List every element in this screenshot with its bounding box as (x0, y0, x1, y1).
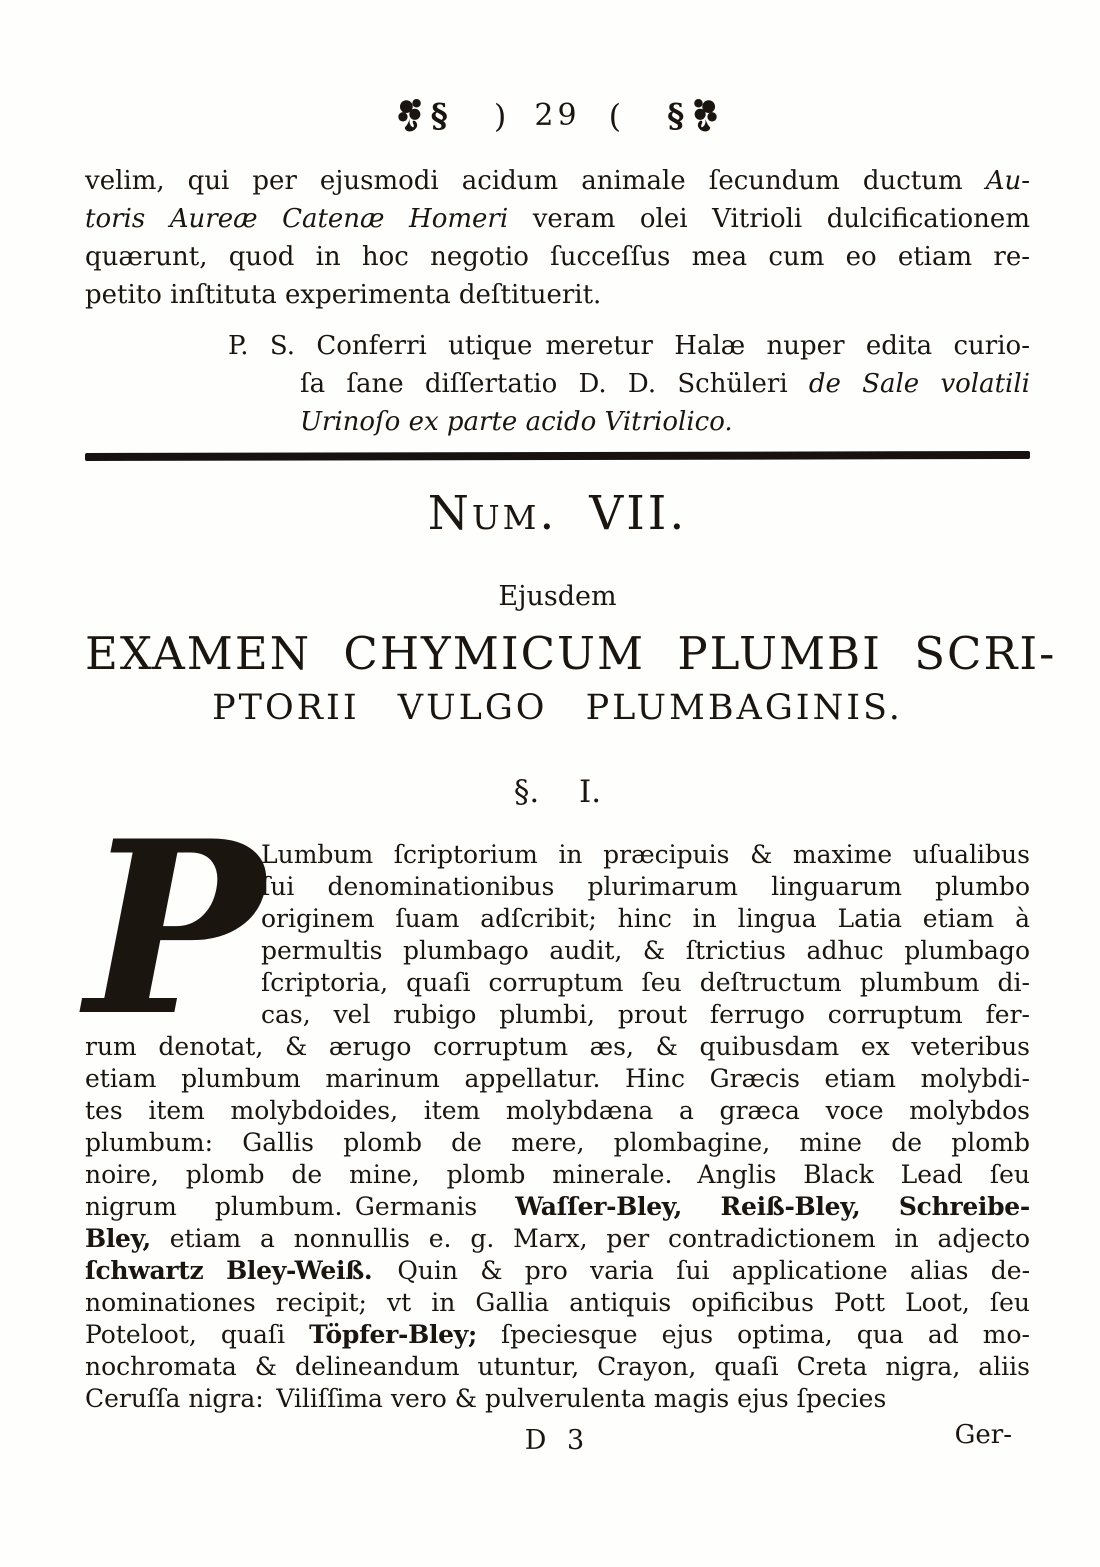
text-line: Lumbum ſcriptorium in præcipuis & maxime uſualibus (261, 840, 1030, 869)
text-segment: nigrum plumbum. Germanis (85, 1192, 516, 1221)
fleuron-right-icon (684, 96, 718, 135)
text-line (85, 162, 1030, 200)
main-paragraph (85, 790, 1031, 1415)
chapter-number-heading: Num. VII. (427, 486, 688, 541)
page-footer (85, 1420, 1030, 1459)
section-mark-right: § (667, 96, 685, 135)
intro-paragraph (85, 162, 1030, 314)
fleuron-left-icon (397, 96, 431, 135)
ejusdem-subheading: Ejusdem (498, 581, 617, 612)
text-line: P. S. Conferri utique meretur Halæ nuper edita curio- (228, 331, 1030, 361)
text-segment: Poteloot, quaſi (85, 1320, 310, 1349)
page-number: 29 (534, 98, 581, 133)
catchword: Ger- (954, 1420, 1012, 1450)
text-line: petito inſtituta experimenta deſtituerit. (85, 280, 602, 310)
running-head (85, 96, 1030, 148)
text-line (300, 365, 1030, 403)
text-line: nominationes recipit; vt in Gallia antiquis opificibus Pott Loot, ſeu (85, 1288, 1030, 1317)
text-line: etiam plumbum marinum appellatur. Hinc Græcis etiam molybdi- (85, 1064, 1030, 1093)
italic-text-segment: Au- (985, 166, 1030, 196)
close-paren: ( (608, 96, 622, 135)
text-line (85, 1223, 1030, 1255)
italic-text-segment: de Sale volatili (808, 369, 1030, 399)
fraktur-text-segment: ſchwartz Bley-Weiß. (85, 1256, 373, 1285)
signature-mark: D 3 (524, 1425, 591, 1456)
text-line (85, 1255, 1030, 1287)
fraktur-text-segment: Waſſer-Bley, Reiß-Bley, Schreibe- (515, 1192, 1030, 1221)
section-number-heading: §. I. (513, 774, 602, 810)
section-divider-rule (85, 451, 1030, 461)
open-paren: ) (493, 96, 507, 135)
drop-cap-initial: P (85, 790, 264, 1069)
text-line: originem ſuam adſcribit; hinc in lingua Latia etiam à (261, 904, 1030, 933)
text-block (85, 96, 1057, 1459)
text-segment: ſa ſane diſſertatio D. D. Schüleri (300, 369, 809, 399)
text-segment: veram olei Vitrioli dulcificationem (508, 204, 1030, 234)
text-line: tes item molybdoides, item molybdæna a græca voce molybdos (85, 1096, 1030, 1125)
text-line: ſcriptoria, quaſi corruptum ſeu deſtructum plumbum di- (261, 968, 1030, 997)
text-segment: Quin & pro varia ſui applicatione alias de- (372, 1256, 1031, 1285)
text-line: noire, plomb de mine, plomb minerale. Anglis Black Lead ſeu (85, 1160, 1030, 1189)
chapter-title-line2: PTORII VULGO PLUMBAGINIS. (212, 688, 903, 728)
fraktur-text-segment: Töpfer-Bley; (309, 1320, 477, 1349)
text-line: quærunt, quod in hoc negotio ſucceſſus mea cum eo etiam re- (85, 242, 1030, 272)
text-line: Ceruſſa nigra: Viliſſima vero & pulverulenta magis ejus ſpecies (85, 1384, 887, 1413)
text-line: plumbum: Gallis plomb de mere, plombagine, mine de plomb (85, 1128, 1030, 1157)
text-line (85, 1191, 1030, 1223)
italic-text-segment: toris Aureæ Catenæ Homeri (85, 204, 509, 234)
text-line: rum denotat, & ærugo corruptum æs, & quibusdam ex veteribus (85, 1032, 1030, 1061)
text-line: cas, vel rubigo plumbi, prout ferrugo corruptum fer- (261, 1000, 1030, 1029)
text-segment: velim, qui per ejusmodi acidum animale ſecundum ductum (85, 166, 986, 196)
chapter-title-line1: EXAMEN CHYMICUM PLUMBI SCRI- (85, 627, 1057, 680)
text-segment: etiam a nonnullis e. g. Marx, per contradictionem in adjecto (150, 1224, 1030, 1253)
text-line: nochromata & delineandum utuntur, Crayon, quaſi Creta nigra, aliis (85, 1352, 1030, 1381)
text-line: ſui denominationibus plurimarum linguarum plumbo (261, 872, 1030, 901)
fraktur-text-segment: Bley, (85, 1224, 151, 1253)
text-segment: ſpeciesque ejus optima, qua ad mo- (476, 1320, 1030, 1349)
postscript-paragraph (228, 327, 1030, 441)
text-line: Urinoſo ex parte acido Vitriolico. (300, 407, 733, 437)
text-line (85, 200, 1030, 238)
text-line (85, 1319, 1030, 1351)
section-mark-left: § (430, 96, 448, 135)
text-line: permultis plumbago audit, & ſtrictius adhuc plumbago (261, 936, 1030, 965)
